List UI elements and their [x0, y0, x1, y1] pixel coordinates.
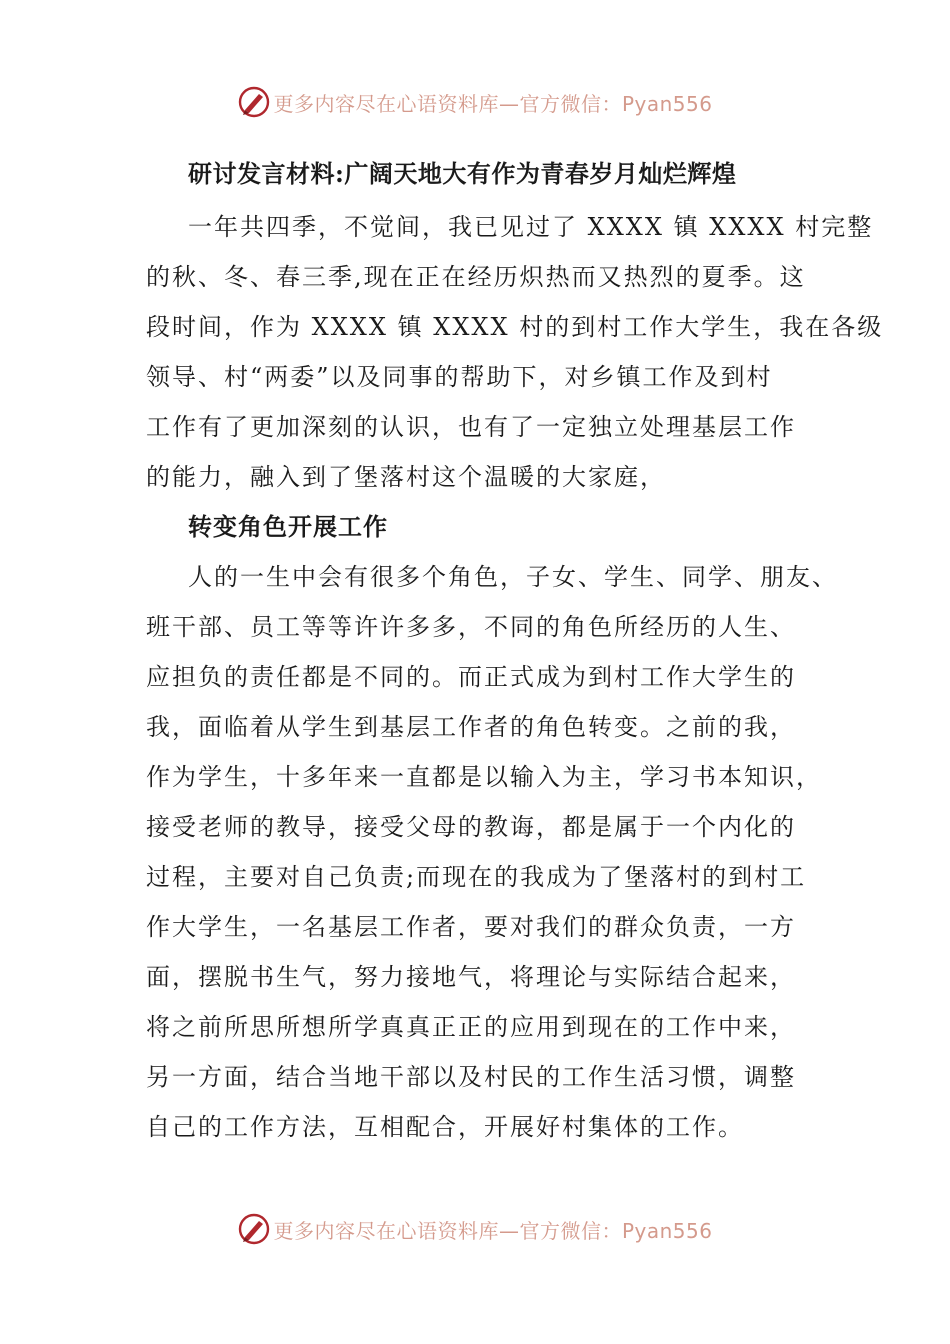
document-body [146, 152, 884, 1152]
text-line: 一年共四季，不觉间，我已见过了 XXXX 镇 XXXX 村完整 [188, 213, 874, 241]
text-line: 领导、村“两委”以及同事的帮助下，对乡镇工作及到村 [146, 363, 773, 391]
section-heading: 转变角色开展工作 [188, 512, 388, 541]
text-line: 应担负的责任都是不同的。而正式成为到村工作大学生的 [146, 663, 796, 691]
header-watermark [0, 82, 950, 122]
text-line: 我，面临着从学生到基层工作者的角色转变。之前的我， [146, 713, 796, 741]
paragraph-role-change [146, 552, 838, 1152]
text-line: 段时间，作为 XXXX 镇 XXXX 村的到村工作大学生，我在各级 [146, 313, 884, 341]
text-line: 过程，主要对自己负责;而现在的我成为了堡落村的到村工 [146, 863, 807, 891]
paragraph-intro [146, 202, 884, 502]
text-line: 的能力，融入到了堡落村这个温暖的大家庭， [146, 463, 666, 491]
footer-watermark [0, 1209, 950, 1249]
text-line: 作大学生，一名基层工作者，要对我们的群众负责，一方 [146, 913, 796, 941]
pen-circle-logo-icon [237, 1212, 271, 1246]
text-line: 的秋、冬、春三季,现在正在经历炽热而又热烈的夏季。这 [146, 263, 806, 291]
watermark-text: 更多内容尽在心语资料库—官方微信：Pyan556 [273, 91, 713, 116]
text-line: 另一方面，结合当地干部以及村民的工作生活习惯，调整 [146, 1063, 796, 1091]
document-title: 研讨发言材料:广阔天地大有作为青春岁月灿烂辉煌 [188, 159, 737, 188]
text-line: 接受老师的教导，接受父母的教诲，都是属于一个内化的 [146, 813, 796, 841]
text-line: 工作有了更加深刻的认识，也有了一定独立处理基层工作 [146, 413, 796, 441]
text-line: 面，摆脱书生气，努力接地气，将理论与实际结合起来， [146, 963, 796, 991]
text-line: 人的一生中会有很多个角色，子女、学生、同学、朋友、 [188, 563, 838, 591]
text-line: 班干部、员工等等许许多多，不同的角色所经历的人生、 [146, 613, 796, 641]
pen-circle-logo-icon [237, 85, 271, 119]
text-line: 将之前所思所想所学真真正正的应用到现在的工作中来， [146, 1013, 796, 1041]
text-line: 自己的工作方法，互相配合，开展好村集体的工作。 [146, 1113, 744, 1141]
text-line: 作为学生，十多年来一直都是以输入为主，学习书本知识， [146, 763, 822, 791]
watermark-text: 更多内容尽在心语资料库—官方微信：Pyan556 [273, 1218, 713, 1243]
